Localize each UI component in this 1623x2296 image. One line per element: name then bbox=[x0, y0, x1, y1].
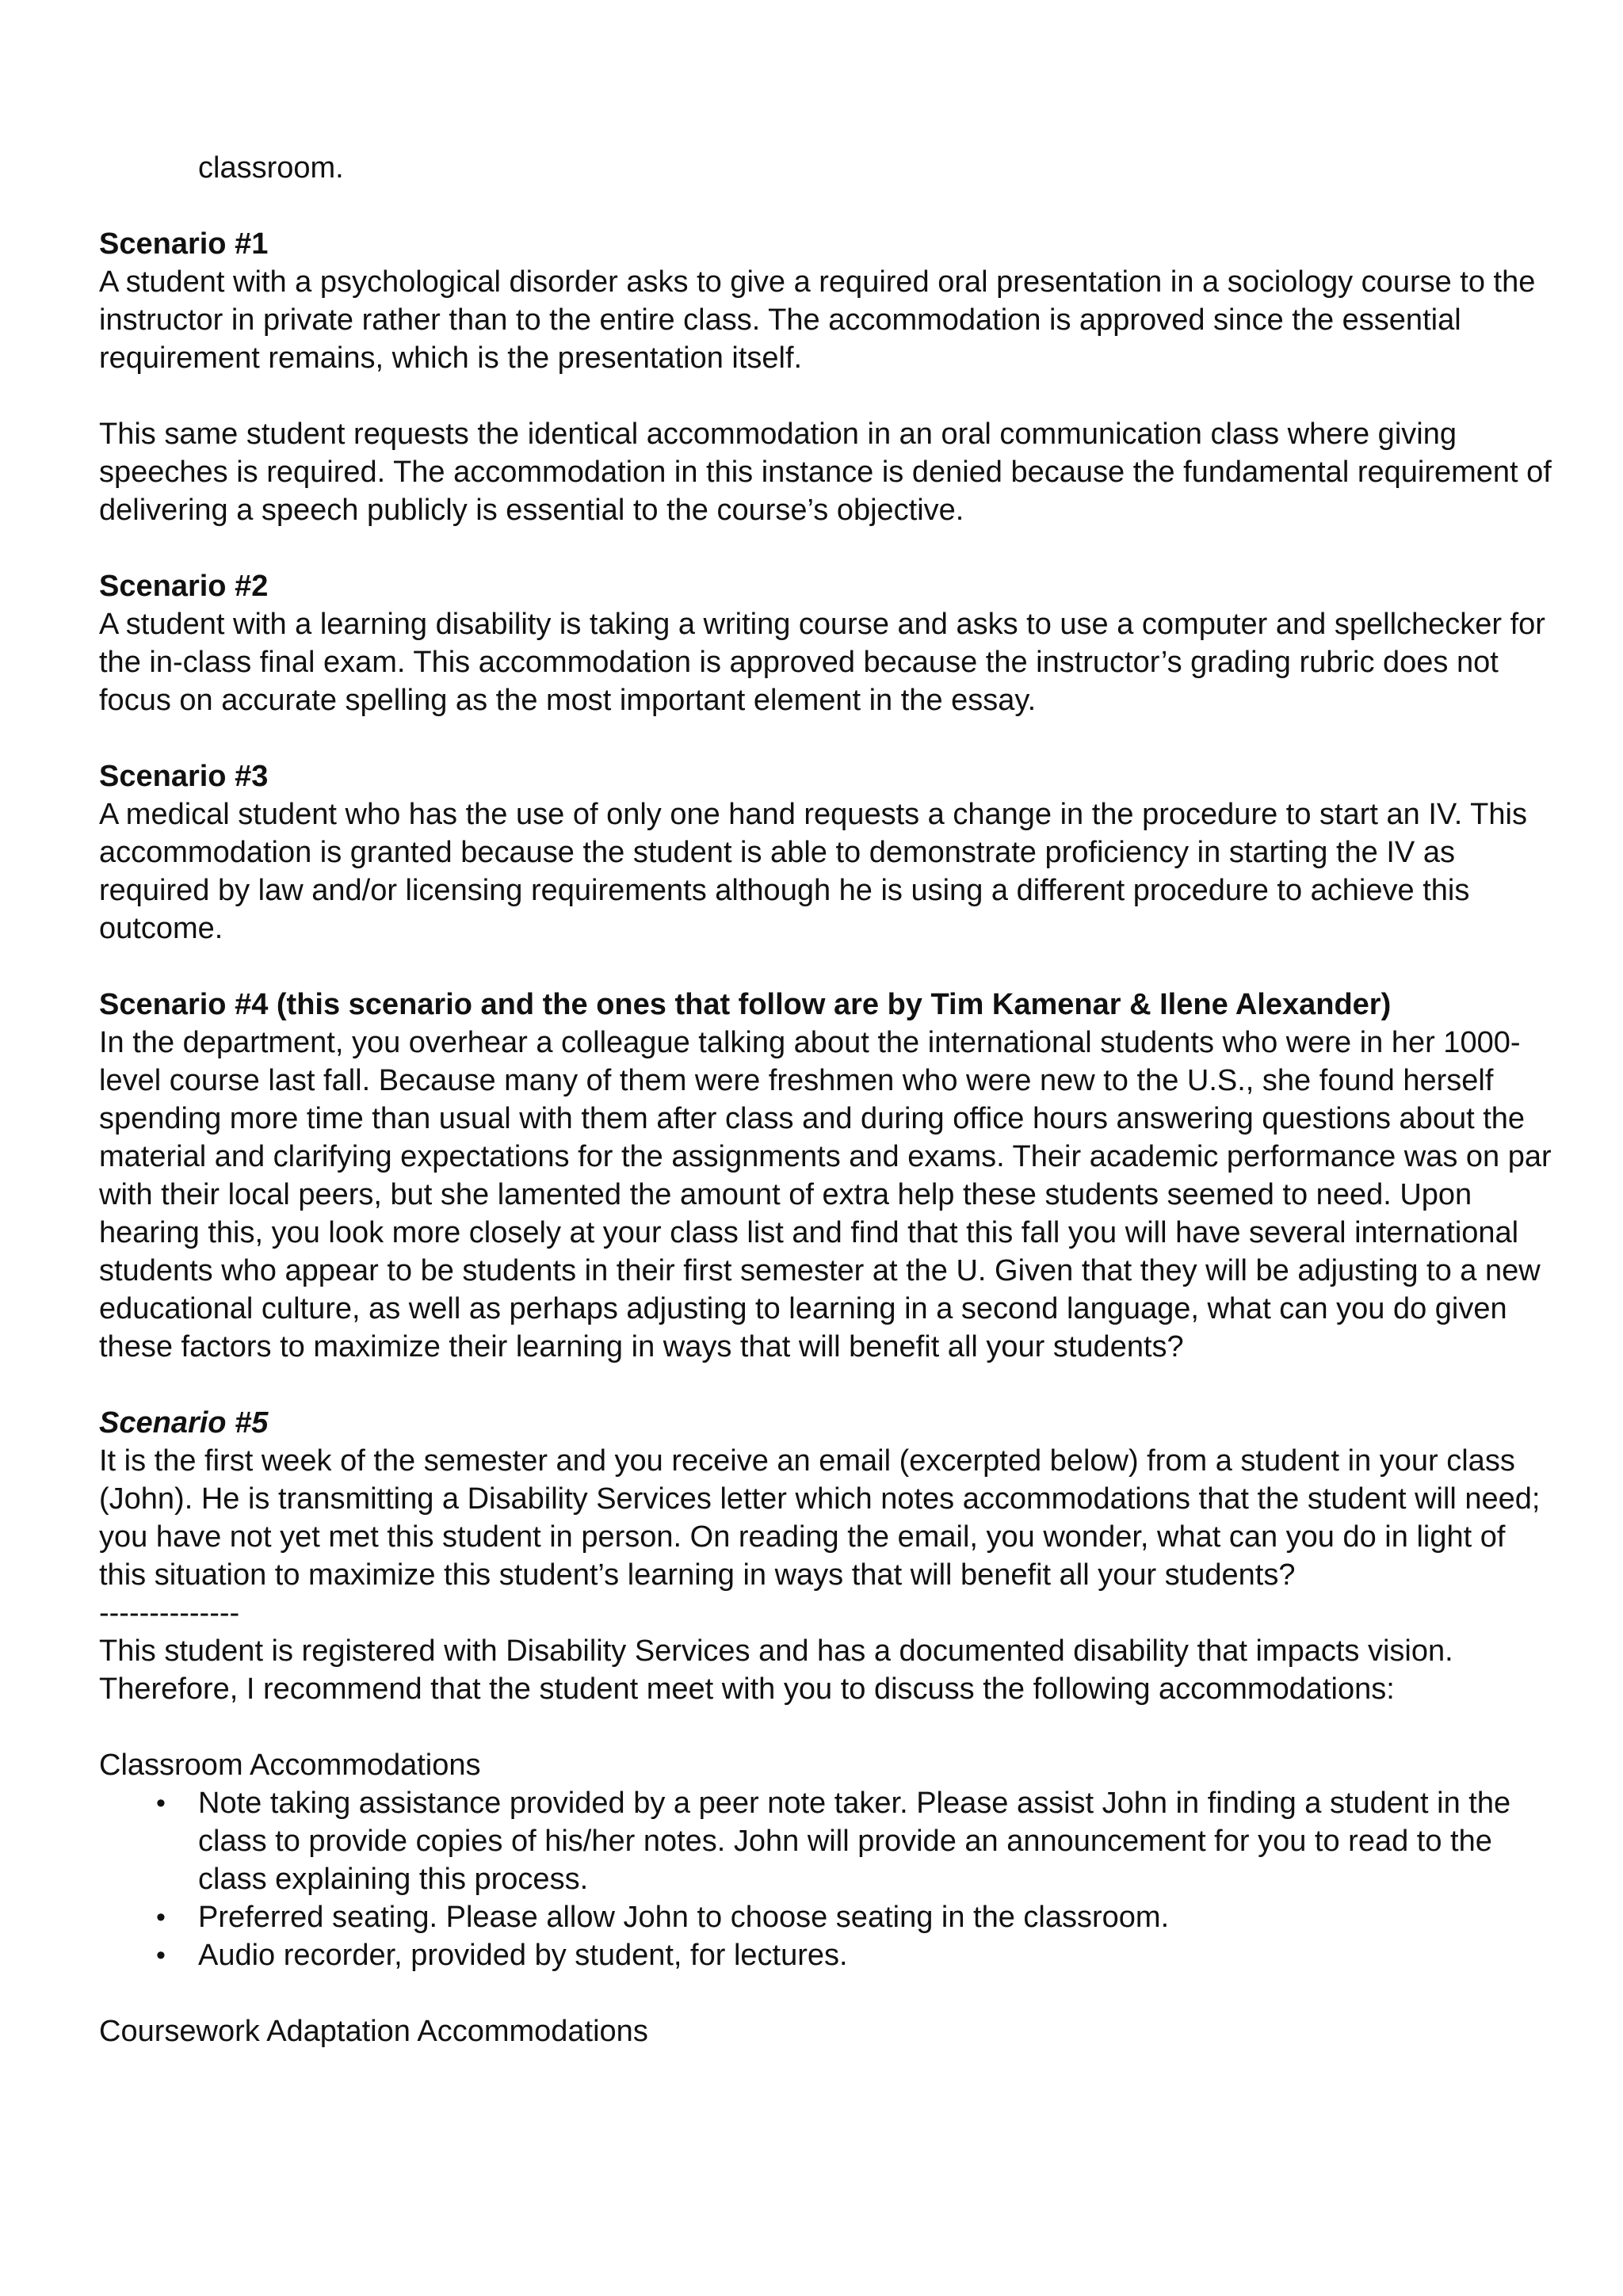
scenario-5 bbox=[99, 1404, 1560, 2050]
scenario-4 bbox=[99, 986, 1560, 1366]
scenario-3 bbox=[99, 757, 1560, 948]
scenario-paragraph: This same student requests the identical accommodation in an oral communication class where giving speeches is required. The accommodation in this instance is denied because the fundamental requirement of delivering a speech publicly is essential to the course’s objective. bbox=[99, 418, 1552, 527]
scenario-paragraph: A student with a learning disability is taking a writing course and asks to use a computer and spellchecker for the in-class final exam. This accommodation is approved because the instructor’s grading rubric does not focus on accurate spelling as the most important element in the essay. bbox=[99, 608, 1545, 717]
bullet-icon: • bbox=[156, 1940, 166, 1970]
classroom-accommodations-list bbox=[99, 1784, 1560, 1974]
continuation-text: classroom. bbox=[198, 151, 344, 185]
list-item bbox=[99, 1936, 1560, 1974]
scenario-paragraph: A medical student who has the use of only one hand requests a change in the procedure to start an IV. This accommodation is granted because the student is able to demonstrate proficiency in starting the IV as required by law and/or licensing requirements although he is using a different procedure to achieve this outcome. bbox=[99, 798, 1527, 945]
list-item bbox=[99, 1784, 1560, 1898]
scenario-1 bbox=[99, 225, 1560, 529]
letter-intro: This student is registered with Disability Services and has a documented disability that impacts vision. Therefore, I recommend that the student meet with you to discuss the following accommodations: bbox=[99, 1634, 1453, 1706]
bullet-icon: • bbox=[156, 1788, 166, 1818]
scenario-heading: Scenario #3 bbox=[99, 760, 269, 793]
scenario-2 bbox=[99, 567, 1560, 719]
classroom-accommodations-heading: Classroom Accommodations bbox=[99, 1749, 481, 1782]
list-item-text: Note taking assistance provided by a peer note taker. Please assist John in finding a student in the class to provide copies of his/her notes. John will provide an announcement for you to read to the class explaining this process. bbox=[198, 1787, 1511, 1896]
coursework-accommodations-heading: Coursework Adaptation Accommodations bbox=[99, 2015, 648, 2048]
list-item-text: Audio recorder, provided by student, for lectures. bbox=[198, 1939, 848, 1972]
list-item bbox=[99, 1898, 1560, 1936]
scenario-heading: Scenario #1 bbox=[99, 227, 269, 261]
list-item-text: Preferred seating. Please allow John to choose seating in the classroom. bbox=[198, 1901, 1170, 1934]
scenario-heading: Scenario #4 (this scenario and the ones that follow are by Tim Kamenar & Ilene Alexander) bbox=[99, 988, 1392, 1021]
scenario-paragraph: In the department, you overhear a colleague talking about the international students who were in her 1000-level course last fall. Because many of them were freshmen who were new to the U.S., she found herself spending more time than usual with them after class and during office hours answering questions about the material and clarifying expectations for the assignments and exams. Their academic performance was on par with their local peers, but she lamented the amount of extra help these students seemed to need. Upon hearing this, you look more closely at your class list and find that this fall you will have several international students who appear to be students in their first semester at the U. Given that they will be adjusting to a new educational culture, as well as perhaps adjusting to learning in a second language, what can you do given these factors to maximize their learning in ways that will benefit all your students? bbox=[99, 1026, 1552, 1363]
dashed-divider: -------------- bbox=[99, 1596, 240, 1630]
scenario-paragraph: It is the first week of the semester and you receive an email (excerpted below) from a student in your class (John). He is transmitting a Disability Services letter which notes accommodations that the student will need; you have not yet met this student in person. On reading the email, you wonder, what can you do in light of this situation to maximize this student’s learning in ways that will benefit all your students? bbox=[99, 1444, 1541, 1592]
scenario-heading: Scenario #5 bbox=[99, 1406, 269, 1440]
bullet-icon: • bbox=[156, 1902, 166, 1932]
scenario-paragraph: A student with a psychological disorder asks to give a required oral presentation in a sociology course to the instructor in private rather than to the entire class. The accommodation is approved since the essential requirement remains, which is the presentation itself. bbox=[99, 265, 1536, 375]
scenario-heading: Scenario #2 bbox=[99, 570, 269, 603]
